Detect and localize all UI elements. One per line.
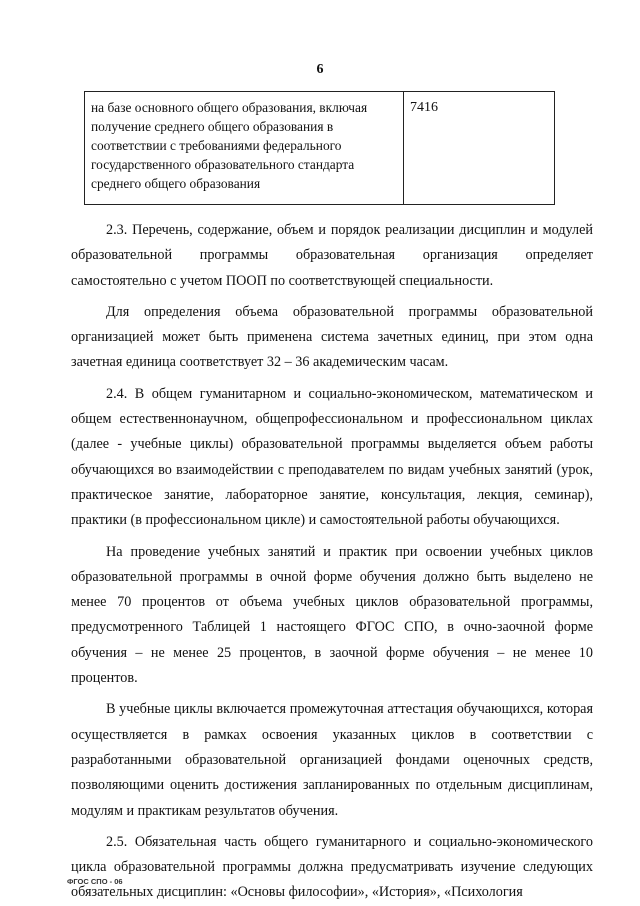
- table-cell-description: на базе основного общего образования, включая получение среднего общего образования в соответствии с требованиями федерального государственного образовательного стандарта среднего общего образования: [85, 92, 404, 204]
- document-body: [71, 218, 593, 906]
- paragraph-2-5: 2.5. Обязательная часть общего гуманитарного и социально-экономического цикла образовательной программы должна предусматривать изучение следующих обязательных дисциплин: «Основы философии», «История», «Психология: [71, 833, 593, 901]
- paragraph-attestation: В учебные циклы включается промежуточная аттестация обучающихся, которая осуществляется в рамках освоения указанных циклов в соответствии с разработанными образовательной организацией фондами оценочных средств, позволяющими оценить достижения запланированных по отдельным дисциплинам, модулям и практикам результатов обучения.: [71, 701, 593, 819]
- volume-table: [84, 91, 555, 205]
- footer-label: ФГОС СПО - 06: [67, 877, 123, 886]
- paragraph-2-4: 2.4. В общем гуманитарном и социально-экономическом, математическом и общем естественнонаучном, общепрофессиональном и профессиональном циклах (далее - учебные циклы) образовательной программы выделяется объем работы обучающихся во взаимодействии с преподавателем по видам учебных занятий (урок, практическое занятие, лабораторное занятие, консультация, лекция, семинар), практики (в профессиональном цикле) и самостоятельной работы обучающихся.: [71, 385, 593, 529]
- paragraph-2-3: 2.3. Перечень, содержание, объем и порядок реализации дисциплин и модулей образовательной программы образовательная организация определяет самостоятельно с учетом ПООП по соответствующей специальности.: [71, 222, 593, 289]
- paragraph-contact-hours: На проведение учебных занятий и практик при освоении учебных циклов образовательной программы в очной форме обучения должно быть выделено не менее 70 процентов от объема учебных циклов образовательной программы, предусмотренного Таблицей 1 настоящего ФГОС СПО, в очно-заочной форме обучения – не менее 25 процентов, в заочной форме обучения – не менее 10 процентов.: [71, 543, 593, 687]
- page-number: 6: [316, 62, 324, 77]
- table-cell-value: 7416: [410, 100, 438, 115]
- paragraph-credit-units: Для определения объема образовательной программы образовательной организацией может быть применена система зачетных единиц, при этом одна зачетная единица соответствует 32 – 36 академическим часам.: [71, 303, 593, 371]
